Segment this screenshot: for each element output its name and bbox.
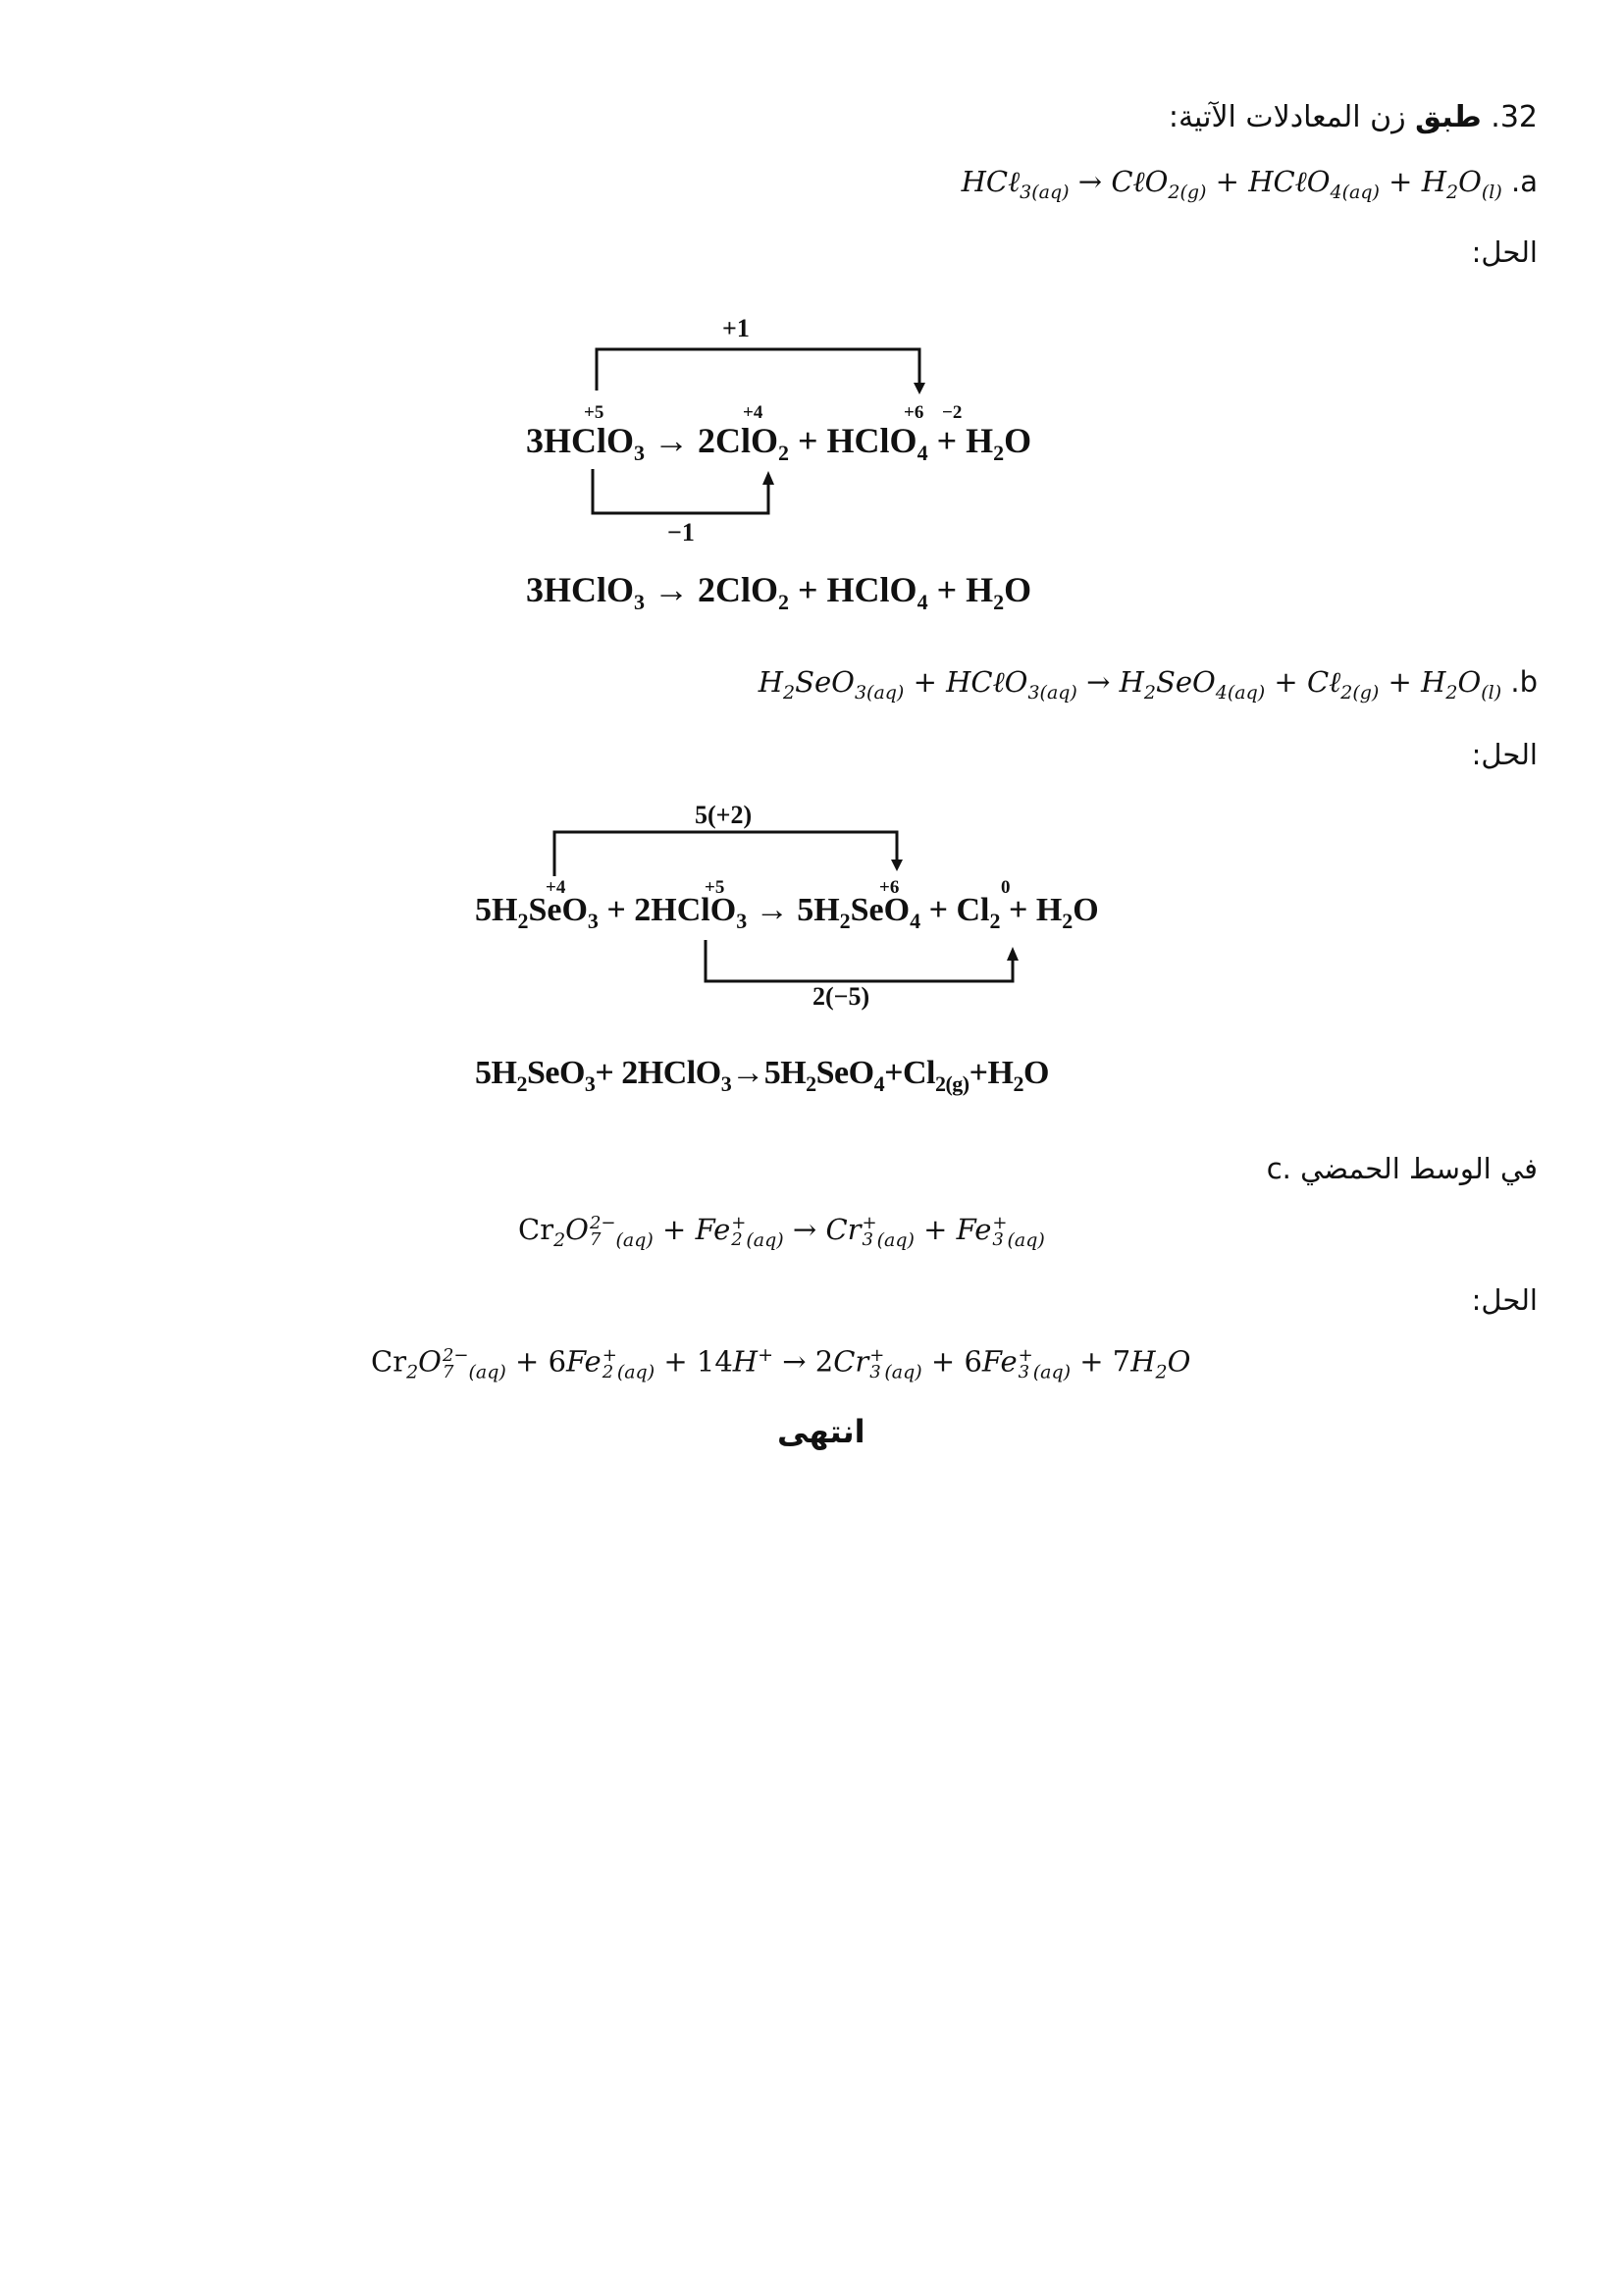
part-a-diagram-equation: 3HClO$_3$ → 2ClO$_2$ + HClO$_4$ + $H_2O$ bbox=[526, 421, 1032, 466]
part-b-ox-se-product: +6 bbox=[879, 877, 900, 898]
part-b-ox-cl-reactant: +5 bbox=[705, 877, 725, 898]
part-b-balanced-equation: $5H_2SeO_3+$ $2HClO_3\to 5H_2SeO_4+Cl_{2(g)}+H_2O$ bbox=[475, 1055, 1049, 1096]
part-a-equation: HCℓ$_{3(aq)}$ → CℓO$_{2(g)}$ + HCℓO$_{4(aq)}$ + $H_2O_{(l)}$ .a bbox=[961, 165, 1538, 203]
part-b-equation: $H_2SeO_{3(aq)}$ + HCℓO$_{3(aq)}$ → $H_2SeO_{4(aq)}$ + Cℓ$_{2(g)}$ + $H_2O_{(l)}$ .b bbox=[758, 665, 1538, 704]
question-verb: طبق bbox=[1415, 100, 1482, 134]
part-b-diagram-equation: $5H_2SeO_3$ + 2HClO$_3$ → $5H_2SeO_4 + Cl_2 + H_2O$ bbox=[475, 892, 1099, 933]
part-b-bottom-change: 2(−5) bbox=[812, 982, 870, 1011]
part-b-ox-cl-product: 0 bbox=[1001, 877, 1011, 898]
part-b-marker: .b bbox=[1510, 665, 1538, 699]
part-a-ox-cl-reactant: +5 bbox=[584, 402, 604, 423]
question-text: زن المعادلات الآتية: bbox=[1168, 100, 1406, 134]
part-a-bottom-change: −1 bbox=[667, 518, 695, 547]
part-a-top-change: +1 bbox=[722, 314, 750, 342]
part-a-marker: .a bbox=[1511, 165, 1538, 198]
part-a-ox-cl-product2: +6 bbox=[904, 402, 924, 423]
question-number: 32. bbox=[1491, 100, 1538, 134]
part-a-balanced-equation: 3HClO$_3$ → 2ClO$_2$ + HClO$_4$ + $H_2O$ bbox=[526, 570, 1032, 615]
part-c-equation: $Cr_2O$ 2− 7 $_{(aq)}$ + Fe + 2 $_{(aq)}$ → Cr + 3 $_{(aq)}$ + Fe + 3 $_{(aq)}$ bbox=[518, 1212, 1045, 1251]
end-text: انتهى bbox=[777, 1413, 865, 1450]
part-a-ox-extra: −2 bbox=[942, 402, 963, 423]
part-c-heading bbox=[1267, 1152, 1538, 1185]
part-b-top-change: 5(+2) bbox=[695, 801, 753, 829]
solution-label-b: الحل: bbox=[1471, 738, 1538, 771]
solution-label-a: الحل: bbox=[1471, 235, 1538, 269]
part-c-condition: في الوسط الحمضي bbox=[1300, 1152, 1538, 1185]
part-b-ox-se-reactant: +4 bbox=[546, 877, 566, 898]
part-c-balanced-equation: $Cr_2O$ 2− 7 $_{(aq)}$ + 6Fe + 2 $_{(aq)}$ + 14H+ → 2Cr + 3 $_{(aq)}$ + 6Fe + 3 $_{(aq)} + 7H_2O$ bbox=[371, 1344, 1191, 1383]
part-c-marker: c. bbox=[1266, 1152, 1291, 1185]
solution-label-c: الحل: bbox=[1471, 1283, 1538, 1317]
part-a-ox-cl-product1: +4 bbox=[743, 402, 763, 423]
